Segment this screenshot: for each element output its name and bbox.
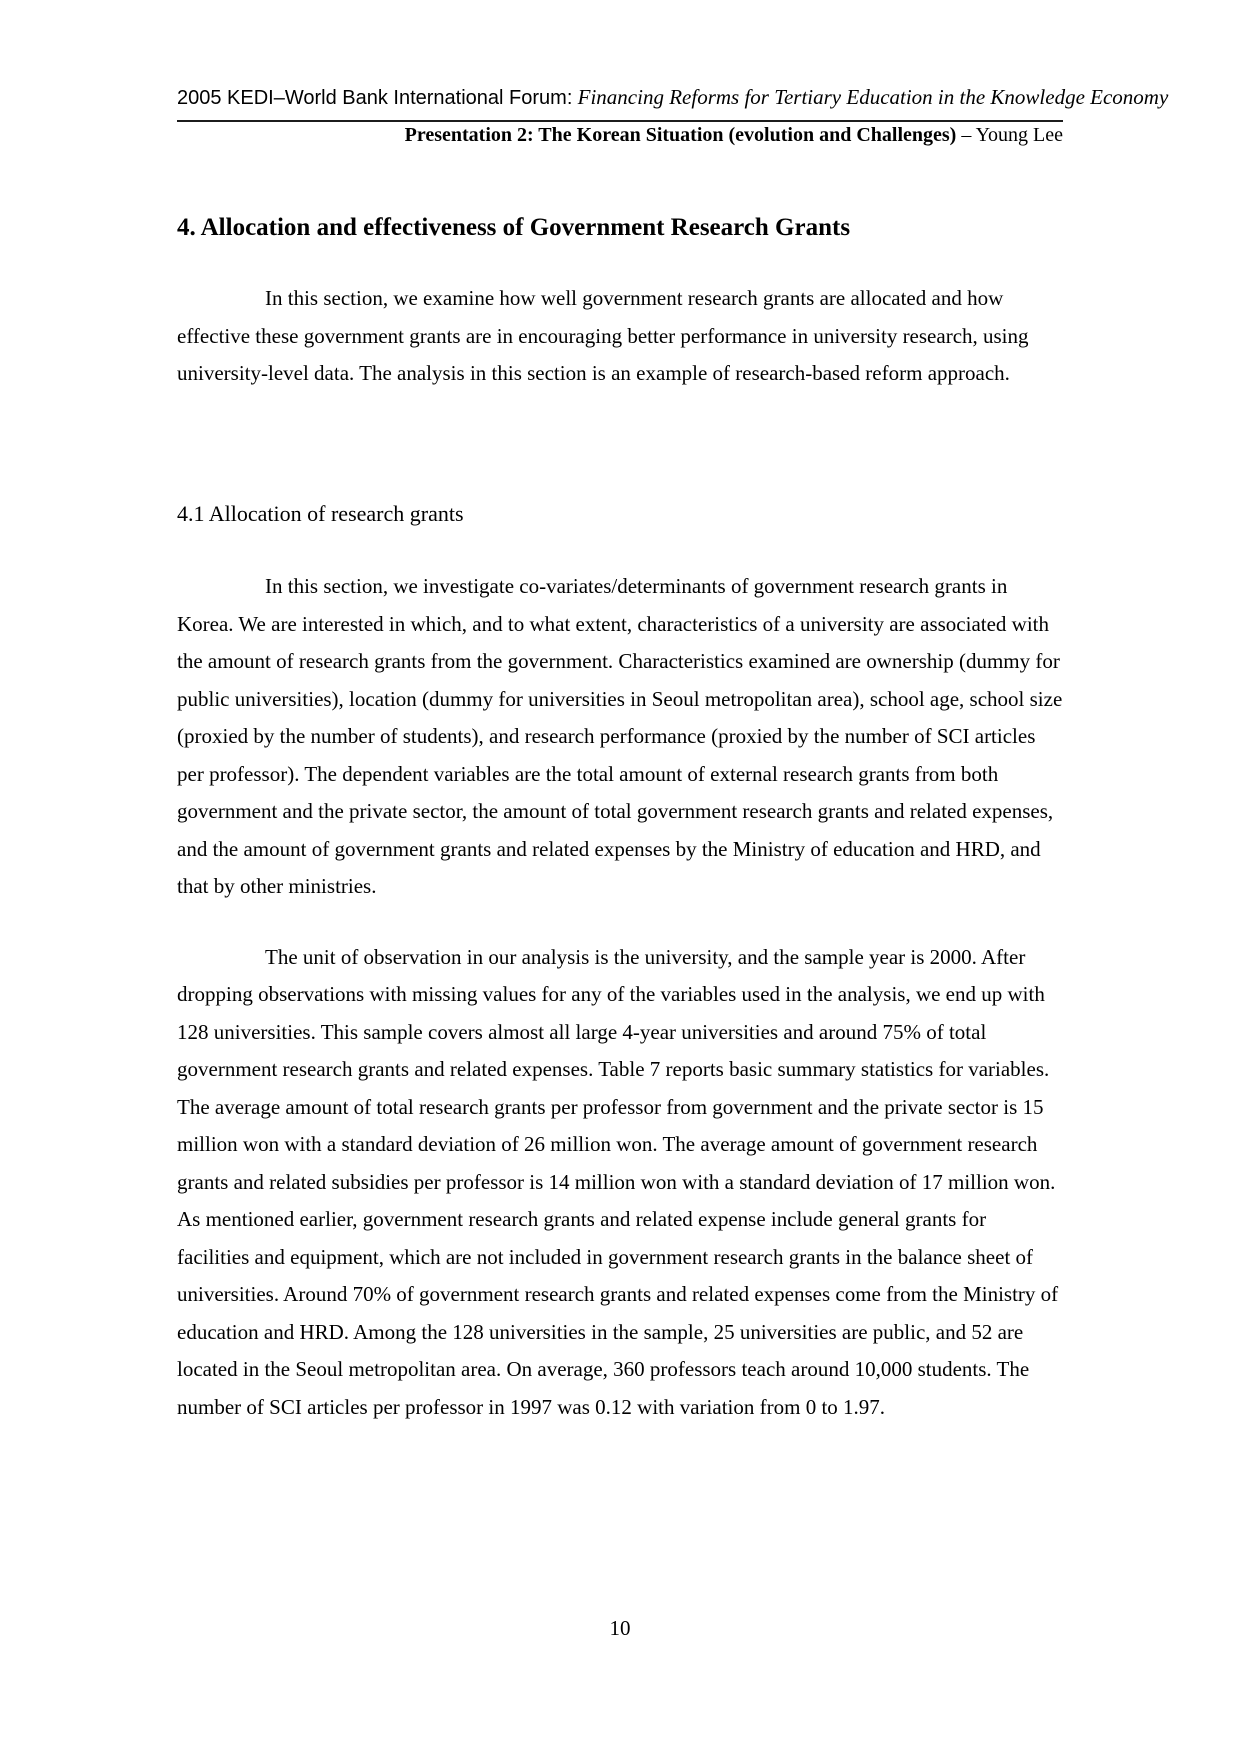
paragraph-observation: The unit of observation in our analysis is the university, and the sample year is 2000. After dropping observations with missing values for any of the variables used in the analysis, we end up with 128 universities. This sample covers almost all large 4-year universities and around 75% of total government research grants and related expenses. Table 7 reports basic summary statistics for variables. The average amount of total research grants per professor from government and the private sector is 15 million won with a standard deviation of 26 million won. The average amount of government research grants and related subsidies per professor is 14 million won with a standard deviation of 17 million won. As mentioned earlier, government research grants and related expense include general grants for facilities and equipment, which are not included in government research grants in the balance sheet of universities. Around 70% of government research grants and related expenses come from the Ministry of education and HRD. Among the 128 universities in the sample, 25 universities are public, and 52 are located in the Seoul metropolitan area. On average, 360 professors teach around 10,000 students. The number of SCI articles per professor in 1997 was 0.12 with variation from 0 to 1.97.: [177, 944, 1059, 1419]
section-heading: 4. Allocation and effectiveness of Government Research Grants: [177, 214, 851, 241]
paragraph-allocation: In this section, we investigate co-variates/determinants of government research grants in Korea. We are interested in which, and to what extent, characteristics of a university are associated with the amount of research grants from the government. Characteristics examined are ownership (dummy for public universities), location (dummy for universities in Seoul metropolitan area), school age, school size (proxied by the number of students), and research performance (proxied by the number of SCI articles per professor). The dependent variables are the total amount of external research grants from both government and the private sector, the amount of total government research grants and related expenses, and the amount of government grants and related expenses by the Ministry of education and HRD, and that by other ministries.: [177, 574, 1063, 898]
presentation-title: Presentation 2: The Korean Situation (evolution and Challenges): [404, 124, 957, 146]
forum-title: [177, 84, 1169, 111]
page-header: [177, 84, 1169, 148]
presentation-author: – Young Lee: [956, 124, 1063, 146]
presentation-subtitle: [177, 122, 1063, 148]
forum-title-italic: Financing Reforms for Tertiary Education in the Knowledge Economy: [572, 85, 1169, 109]
subsection-heading: 4.1 Allocation of research grants: [177, 500, 464, 526]
forum-title-plain: 2005 KEDI–World Bank International Forum:: [177, 87, 573, 109]
paragraph-intro: In this section, we examine how well government research grants are allocated and how effective these government grants are in encouraging better performance in university research, using university-level data. The analysis in this section is an example of research-based reform approach.: [177, 286, 1029, 385]
page-number: 10: [609, 1616, 631, 1640]
